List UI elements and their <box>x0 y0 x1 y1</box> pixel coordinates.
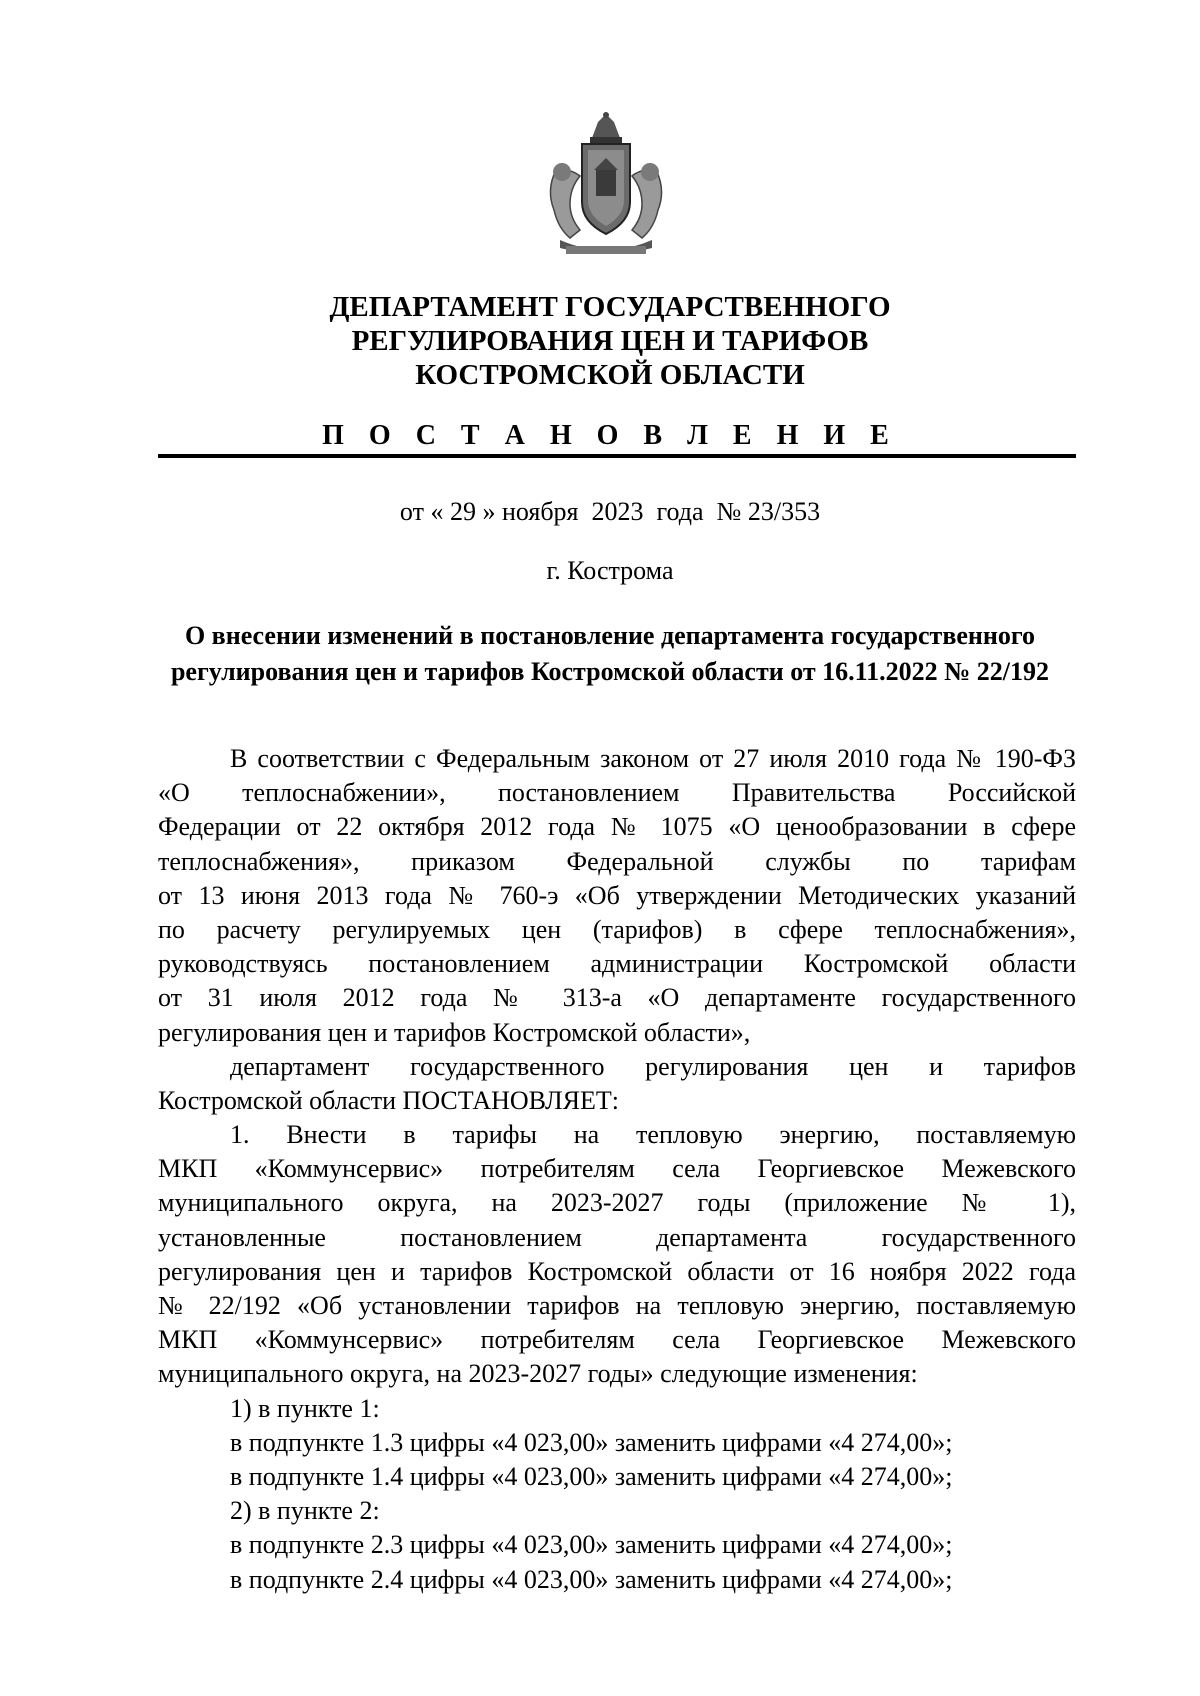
body-line: муниципального округа, на 2023-2027 годы» следующие изменения: <box>158 1359 918 1389</box>
body-line: регулирования цен и тарифов Костромской области», <box>158 1017 751 1047</box>
department-line: КОСТРОМСКОЙ ОБЛАСТИ <box>415 359 805 391</box>
body-line: в подпункте 1.4 цифры «4 023,00» заменить цифрами «4 274,00»; <box>230 1461 953 1491</box>
body-line: «О теплоснабжении», постановлением Правительства Российской <box>158 778 1076 808</box>
body-line: руководствуясь постановлением администрации Костромской области <box>158 949 1076 979</box>
document-type-title: П О С Т А Н О В Л Е Н И Е <box>322 420 898 451</box>
body-line: № 22/192 «Об установлении тарифов на тепловую энергию, поставляемую <box>158 1291 1076 1320</box>
body-line: В соответствии с Федеральным законом от 27 июля 2010 года № 190-ФЗ <box>230 744 1076 773</box>
body-line: Федерации от 22 октября 2012 года № 1075 «О ценообразовании в сфере <box>158 812 1076 842</box>
department-line: ДЕПАРТАМЕНТ ГОСУДАРСТВЕННОГО <box>329 291 891 323</box>
department-name <box>150 290 1070 392</box>
document-body <box>158 742 1076 1597</box>
body-line: в подпункте 2.4 цифры «4 023,00» заменить цифрами «4 274,00»; <box>230 1564 953 1594</box>
body-line: установленные постановлением департамента государственного <box>158 1222 1076 1252</box>
body-line: департамент государственного регулирования цен и тарифов <box>230 1051 1076 1081</box>
body-line: регулирования цен и тарифов Костромской области от 16 ноября 2022 года <box>158 1256 1076 1286</box>
subject-line: О внесении изменений в постановление департамента государственного <box>184 621 1036 650</box>
body-line: по расчету регулируемых цен (тарифов) в сфере теплоснабжения», <box>158 914 1076 944</box>
body-line: Костромской области ПОСТАНОВЛЯЕТ: <box>158 1085 619 1115</box>
department-line: РЕГУЛИРОВАНИЯ ЦЕН И ТАРИФОВ <box>351 325 869 357</box>
body-line: от 31 июля 2012 года № 313-а «О департаменте государственного <box>158 983 1076 1013</box>
document-subject <box>150 618 1070 690</box>
body-line: 1) в пункте 1: <box>230 1393 380 1423</box>
title-underline-divider <box>158 454 1076 458</box>
date-and-number-line: от « 29 » ноября 2023 года № 23/353 <box>399 497 821 526</box>
body-line: теплоснабжения», приказом Федеральной службы по тарифам <box>158 846 1076 876</box>
body-line: в подпункте 2.3 цифры «4 023,00» заменить цифрами «4 274,00»; <box>230 1530 953 1560</box>
city-line: г. Кострома <box>546 556 674 585</box>
subject-line: регулирования цен и тарифов Костромской области от 16.11.2022 № 22/192 <box>170 657 1050 686</box>
body-line: муниципального округа, на 2023-2027 годы (приложение № 1), <box>158 1188 1076 1218</box>
body-line: МКП «Коммунсервис» потребителям села Георгиевское Межевского <box>158 1154 1076 1184</box>
body-line: 1. Внести в тарифы на тепловую энергию, поставляемую <box>230 1120 1076 1150</box>
coat-of-arms-emblem <box>536 110 676 260</box>
body-line: 2) в пункте 2: <box>230 1496 380 1526</box>
body-line: в подпункте 1.3 цифры «4 023,00» заменить цифрами «4 274,00»; <box>230 1427 953 1457</box>
body-line: от 13 июня 2013 года № 760-э «Об утверждении Методических указаний <box>158 880 1076 910</box>
body-line: МКП «Коммунсервис» потребителям села Георгиевское Межевского <box>158 1325 1076 1355</box>
